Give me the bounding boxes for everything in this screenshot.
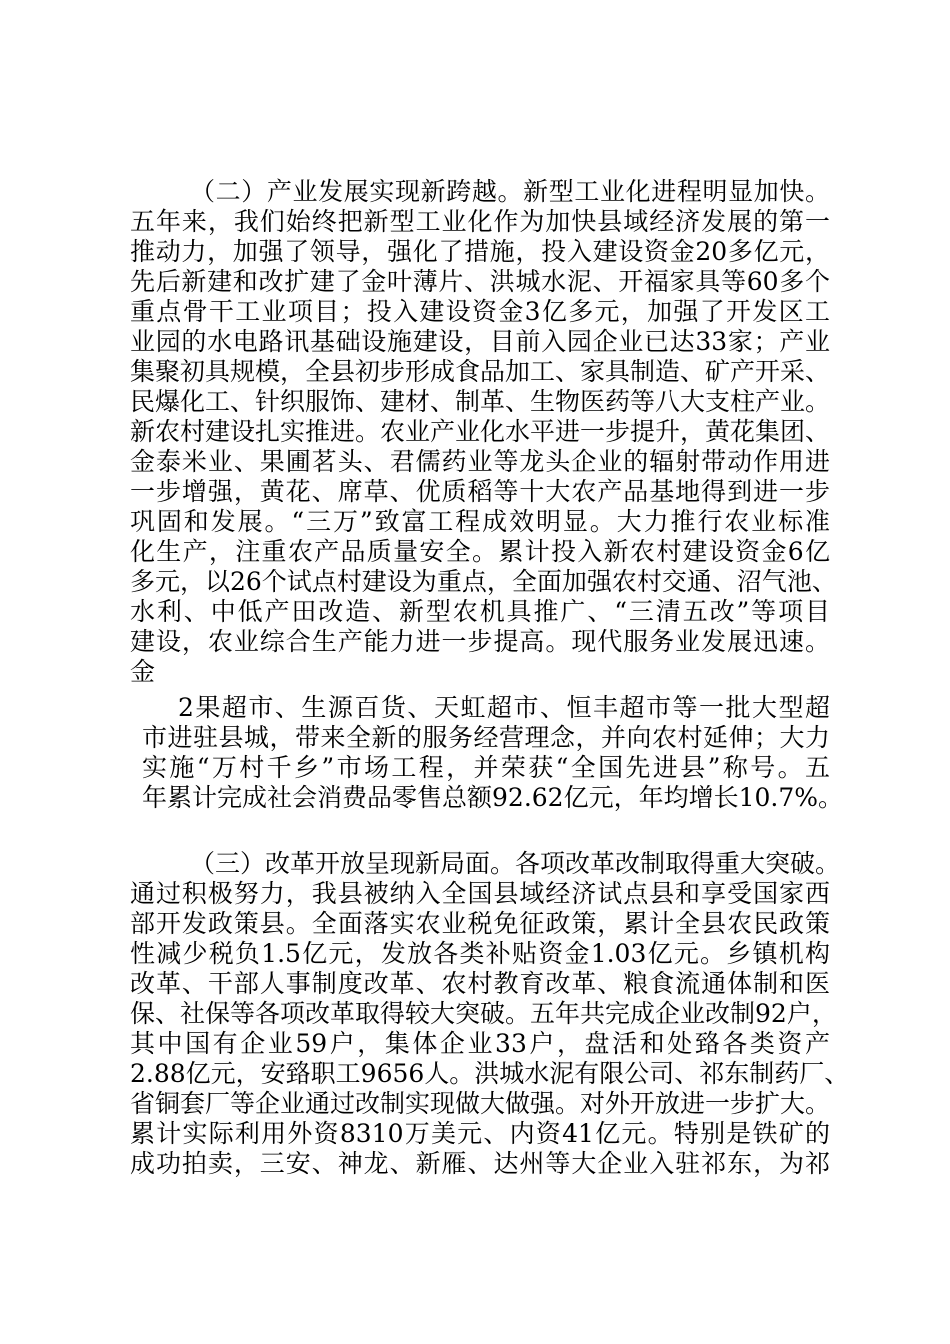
- text-line: 通过积极努力，我县被纳入全国县域经济试点县和享受国家西: [130, 879, 830, 908]
- text-line: 先后新建和改扩建了金叶薄片、洪城水泥、开福家具等60多个: [130, 267, 830, 296]
- text-line: 化生产，注重农产品质量安全。累计投入新农村建设资金6亿: [130, 537, 830, 566]
- text-line: 建设，农业综合生产能力进一步提高。现代服务业发展迅速。: [130, 627, 830, 656]
- text-line: 集聚初具规模，全县初步形成食品加工、家具制造、矿产开采、: [130, 357, 831, 386]
- text-line: 保、社保等各项改革取得较大突破。五年共完成企业改制92户，: [130, 999, 837, 1028]
- text-line: 2果超市、生源百货、天虹超市、恒丰超市等一批大型超: [178, 693, 830, 722]
- text-line: 金泰米业、果圃茗头、君儒药业等龙头企业的辐射带动作用进: [130, 447, 830, 476]
- text-line: 市进驻县城，带来全新的服务经营理念，并向农村延伸；大力: [142, 723, 830, 752]
- text-line: 年累计完成社会消费品零售总额92.62亿元，年均增长10.7%。: [142, 783, 843, 812]
- text-line: 新农村建设扎实推进。农业产业化水平进一步提升，黄花集团、: [130, 417, 831, 446]
- text-line: 省铜套厂等企业通过改制实现做大做强。对外开放进一步扩大。: [130, 1089, 831, 1118]
- text-line: 部开发政策县。全面落实农业税免征政策，累计全县农民政策: [130, 909, 830, 938]
- text-line: 巩固和发展。“三万”致富工程成效明显。大力推行农业标准: [130, 507, 830, 536]
- text-line: 性减少税负1.5亿元，发放各类补贴资金1.03亿元。乡镇机构: [130, 939, 830, 968]
- text-line: 其中国有企业59户，集体企业33户，盘活和处臵各类资产: [130, 1029, 830, 1058]
- text-line: 业园的水电路讯基础设施建设，目前入园企业已达33家；产业: [130, 327, 830, 356]
- text-line: 水利、中低产田改造、新型农机具推广、“三清五改”等项目: [130, 597, 830, 626]
- text-line: 推动力，加强了领导，强化了措施，投入建设资金20多亿元，: [130, 237, 830, 266]
- text-line: 一步增强，黄花、席草、优质稻等十大农产品基地得到进一步: [130, 477, 830, 506]
- text-line: 重点骨干工业项目；投入建设资金3亿多元，加强了开发区工: [130, 297, 830, 326]
- text-line: （二）产业发展实现新跨越。新型工业化进程明显加快。: [190, 177, 830, 206]
- text-line: 改革、干部人事制度改革、农村教育改革、粮食流通体制和医: [130, 969, 830, 998]
- text-line: （三）改革开放呈现新局面。各项改革改制取得重大突破。: [190, 849, 841, 878]
- text-line: 多元，以26个试点村建设为重点，全面加强农村交通、沼气池、: [130, 567, 837, 596]
- text-line: 成功拍卖，三安、神龙、新雁、达州等大企业入驻祁东，为祁: [130, 1149, 830, 1178]
- text-line: 五年来，我们始终把新型工业化作为加快县域经济发展的第一: [130, 207, 830, 236]
- text-line: 累计实际利用外资8310万美元、内资41亿元。特别是铁矿的: [130, 1119, 830, 1148]
- text-line: 民爆化工、针织服饰、建材、制革、生物医药等八大支柱产业。: [130, 387, 831, 416]
- text-line: 金: [130, 657, 156, 686]
- text-line: 实施“万村千乡”市场工程，并荣获“全国先进县”称号。五: [142, 753, 830, 782]
- text-line: 2.88亿元，安臵职工9656人。洪城水泥有限公司、祁东制药厂、: [130, 1059, 850, 1088]
